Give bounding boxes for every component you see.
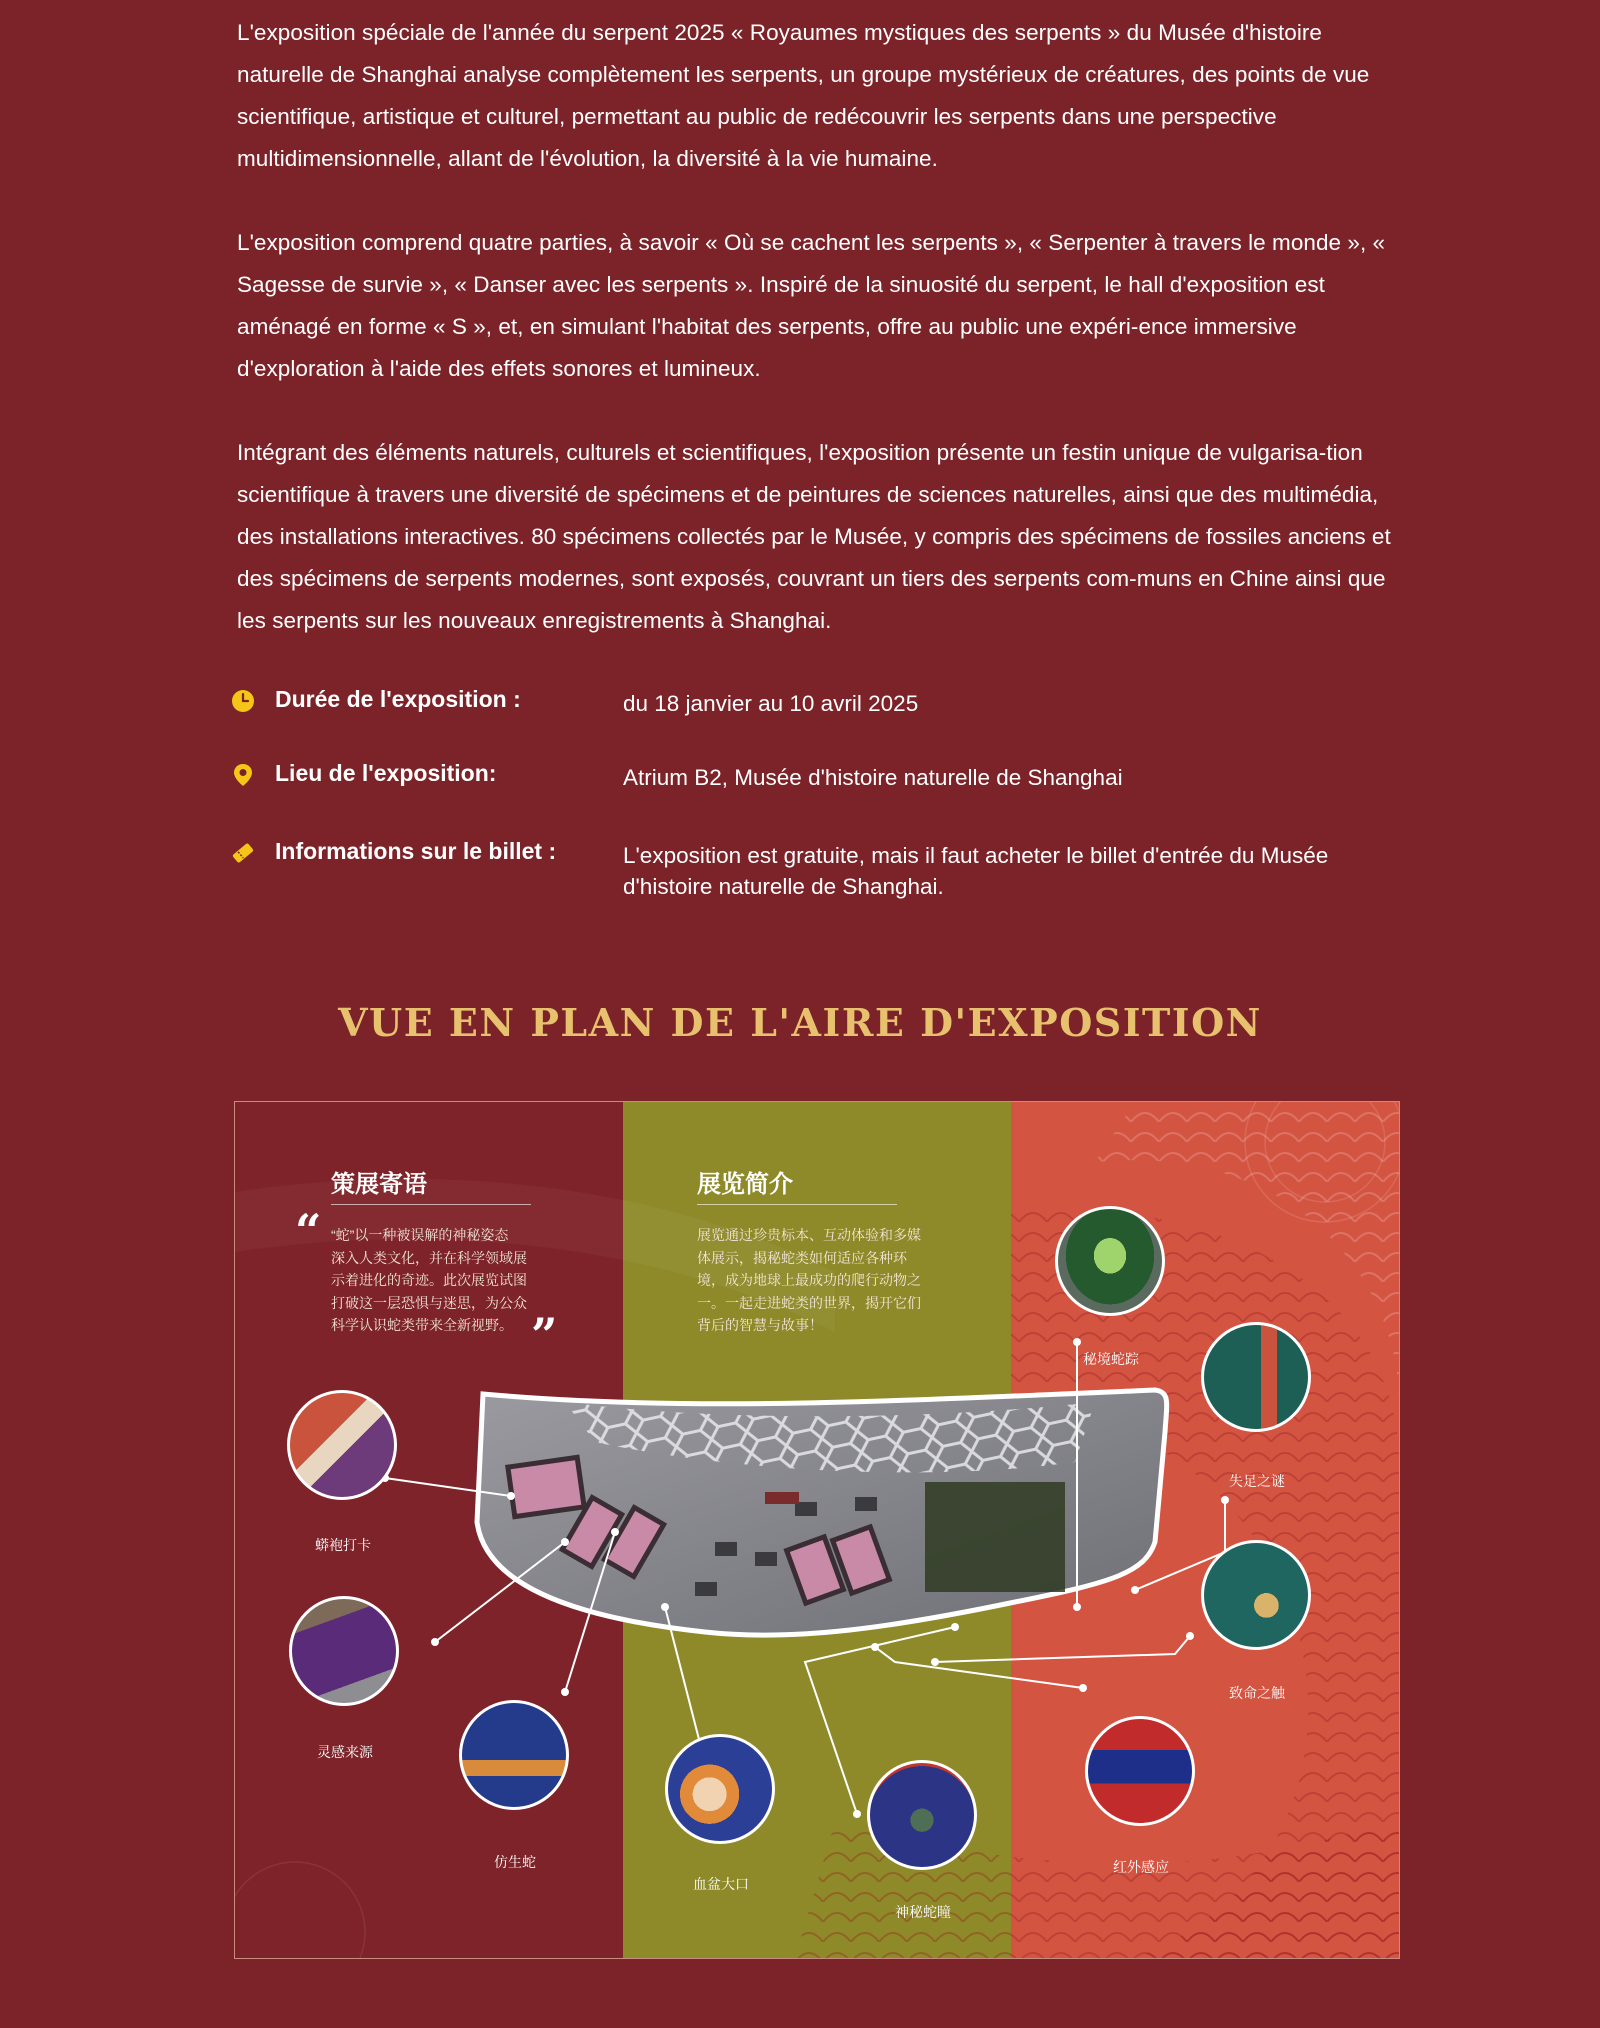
- duration-value: du 18 janvier au 10 avril 2025: [623, 691, 919, 716]
- ticket-label: Informations sur le billet :: [275, 838, 557, 864]
- intro-paragraph: L'exposition comprend quatre parties, à savoir « Où se cachent les serpents », « Serpenter à travers le monde », « Sagesse de survie », « Danser avec les serpents ». Inspiré de la sinuosité du serpent, le hall d'exposition est aménagé en forme « S », et, en simulant l'habitat des serpents, offre au public une expéri-ence immersive d'exploration à l'aide des effets sonores et lumineux.: [237, 230, 1386, 381]
- big-mouth-caption: 血盆大口: [693, 1876, 749, 1892]
- floor-plan: [234, 1101, 1400, 1959]
- missing-feet-photo: [1201, 1322, 1311, 1432]
- intro-paragraph: L'exposition spéciale de l'année du serpent 2025 « Royaumes mystiques des serpents » du Musée d'histoire naturelle de Shanghai analyse complètement les serpents, un groupe mystérieux de créatures, des points de vue scientifique, artistique et culturel, permettant au public de redécouvrir les serpents dans une perspective multidimensionnelle, allant de l'évolution, la diversité à la vie humaine.: [237, 20, 1370, 171]
- overview-text: 展览通过珍贵标本、互动体验和多媒 体展示，揭秘蛇类如何适应各种环 境，成为地球上最成功的爬行动物之 一。一起走进蛇类的世界，揭开它们 背后的智慧与故事！: [697, 1227, 921, 1333]
- curator-heading: 策展寄语: [331, 1171, 427, 1198]
- connector-lines: [235, 1102, 1399, 1958]
- hidden-tracks-caption: 秘境蛇踪: [1083, 1351, 1139, 1367]
- open-quote-icon: “: [295, 1204, 322, 1258]
- overview-heading: 展览简介: [697, 1171, 793, 1198]
- deadly-fangs-photo: [1201, 1540, 1311, 1650]
- clock-icon: [230, 688, 256, 714]
- close-quote-icon: ”: [531, 1308, 558, 1362]
- location-value: Atrium B2, Musée d'histoire naturelle de Shanghai: [623, 765, 1123, 790]
- infrared-caption: 红外感应: [1113, 1859, 1169, 1875]
- snake-eyes-photo: [867, 1760, 977, 1870]
- inspiration-photo: [289, 1596, 399, 1706]
- location-pin-icon: [230, 762, 256, 788]
- duration-label: Durée de l'exposition :: [275, 686, 521, 712]
- snake-eyes-caption: 神秘蛇瞳: [895, 1904, 951, 1920]
- big-mouth-photo: [665, 1734, 775, 1844]
- bionic-snake-photo: [459, 1700, 569, 1810]
- python-robe-photo: [287, 1390, 397, 1500]
- inspiration-caption: 灵感来源: [317, 1744, 373, 1760]
- hidden-tracks-photo: [1055, 1206, 1165, 1316]
- ticket-value: L'exposition est gratuite, mais il faut acheter le billet d'entrée du Musée d'histoire naturelle de Shanghai.: [623, 843, 1329, 899]
- infrared-photo: [1085, 1716, 1195, 1826]
- ticket-icon: [230, 840, 256, 866]
- curator-text: “蛇”以一种被误解的神秘姿态 深入人类文化，并在科学领域展 示着进化的奇迹。此次展览试图 打破这一层恐惧与迷思，为公众 科学认识蛇类带来全新视野。: [331, 1227, 527, 1333]
- deadly-fangs-caption: 致命之触: [1229, 1685, 1285, 1701]
- location-label: Lieu de l'exposition:: [275, 760, 497, 786]
- bionic-snake-caption: 仿生蛇: [494, 1854, 536, 1870]
- python-robe-caption: 蟒袍打卡: [315, 1537, 371, 1553]
- intro-paragraph: Intégrant des éléments naturels, culturels et scientifiques, l'exposition présente un festin unique de vulgarisa-tion scientifique à travers une diversité de spécimens et de peintures de sciences naturelles, ainsi que des multimédia, des installations interactives. 80 spécimens collectés par le Musée, y compris des spécimens de fossiles anciens et des spécimens de serpents modernes, sont exposés, couvrant un tiers des serpents com-muns en Chine ainsi que les serpents sur les nouveaux enregistrements à Shanghai.: [237, 440, 1391, 633]
- missing-feet-caption: 失足之谜: [1229, 1473, 1285, 1489]
- intro-text: [237, 12, 1403, 684]
- plan-title: VUE EN PLAN DE L'AIRE D'EXPOSITION: [338, 1000, 1262, 1045]
